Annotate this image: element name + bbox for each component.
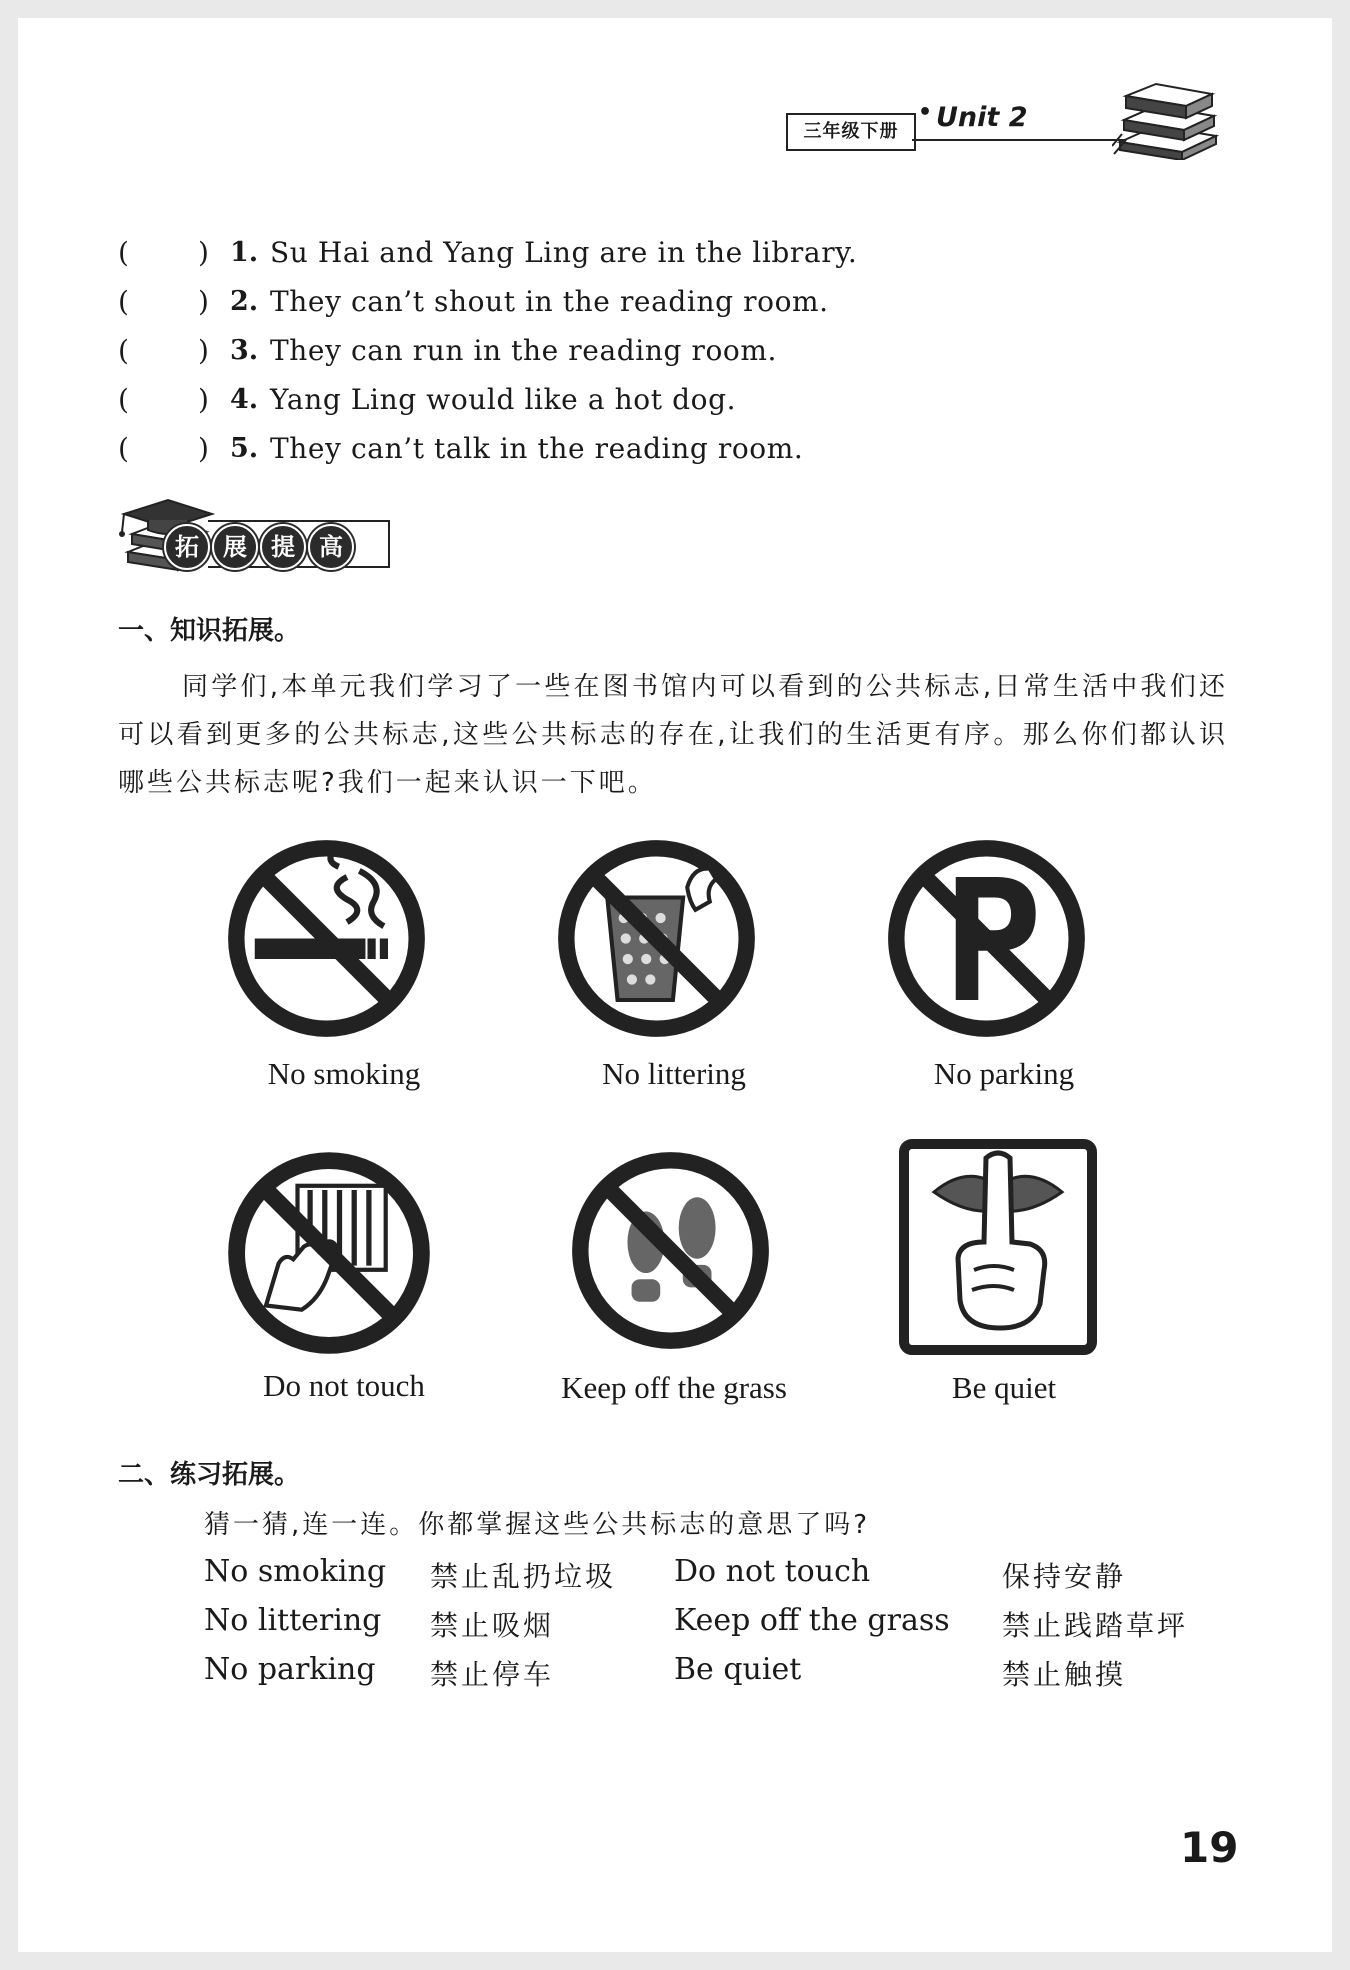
do-not-touch-icon — [224, 1148, 434, 1358]
match-left-en[interactable]: No littering — [204, 1603, 382, 1638]
sign-caption: No smoking — [267, 1056, 421, 1091]
match-right-zh[interactable]: 保持安静 — [1002, 1560, 1127, 1593]
keep-off-grass-icon — [568, 1148, 773, 1353]
sign-caption: Do not touch — [263, 1368, 425, 1403]
be-quiet-icon — [898, 1138, 1098, 1356]
answer-bracket-close: ) — [198, 236, 209, 269]
question-number: 3. — [230, 335, 259, 366]
answer-bracket-close: ) — [198, 432, 209, 465]
no-smoking-icon — [224, 836, 429, 1041]
question-text: They can’t talk in the reading room. — [270, 432, 804, 465]
book-stack-icon — [1112, 80, 1222, 160]
question-number: 1. — [230, 237, 259, 268]
question-text: They can’t shout in the reading room. — [270, 285, 829, 318]
banner-char: 高 — [308, 524, 354, 570]
unit-title: Unit 2 — [936, 102, 1028, 133]
answer-bracket-open[interactable]: ( — [118, 383, 129, 416]
section-1-paragraph: 同学们,本单元我们学习了一些在图书馆内可以看到的公共标志,日常生活中我们还可以看到更多的公共标志,这些公共标志的存在,让我们的生活更有序。那么你们都认识哪些公共标志呢?我们一起来认识一下吧。 — [118, 672, 1228, 798]
question-number: 2. — [230, 286, 259, 317]
answer-bracket-open[interactable]: ( — [118, 334, 129, 367]
match-right-en[interactable]: Keep off the grass — [674, 1603, 950, 1638]
section-1-title: 一、知识拓展。 — [118, 616, 301, 646]
match-left-en[interactable]: No parking — [204, 1652, 376, 1687]
workbook-page — [18, 18, 1332, 1952]
answer-bracket-open[interactable]: ( — [118, 236, 129, 269]
match-left-zh[interactable]: 禁止停车 — [430, 1658, 555, 1691]
answer-bracket-close: ) — [198, 285, 209, 318]
answer-bracket-open[interactable]: ( — [118, 285, 129, 318]
no-littering-icon — [554, 836, 759, 1041]
question-text: Su Hai and Yang Ling are in the library. — [270, 236, 858, 269]
match-right-en[interactable]: Do not touch — [674, 1554, 871, 1589]
match-left-zh[interactable]: 禁止吸烟 — [430, 1609, 555, 1642]
matching-prompt: 猜一猜,连一连。你都掌握这些公共标志的意思了吗? — [204, 1510, 871, 1540]
question-number: 5. — [230, 433, 259, 464]
match-right-zh[interactable]: 禁止践踏草坪 — [1002, 1609, 1189, 1642]
banner-char: 展 — [212, 524, 258, 570]
sign-caption: Keep off the grass — [561, 1370, 787, 1405]
question-number: 4. — [230, 384, 259, 415]
no-parking-icon — [884, 836, 1089, 1041]
match-right-zh[interactable]: 禁止触摸 — [1002, 1658, 1127, 1691]
question-text: Yang Ling would like a hot dog. — [270, 383, 737, 416]
grade-label: 三年级下册 — [786, 113, 916, 151]
answer-bracket-close: ) — [198, 383, 209, 416]
page-number: 19 — [1180, 1823, 1239, 1872]
section-2-title: 二、练习拓展。 — [118, 1460, 301, 1490]
match-right-en[interactable]: Be quiet — [674, 1652, 802, 1687]
header-bullet: • — [918, 100, 933, 125]
sign-caption: Be quiet — [951, 1370, 1057, 1405]
answer-bracket-close: ) — [198, 334, 209, 367]
banner-char: 拓 — [164, 524, 210, 570]
sign-caption: No parking — [933, 1056, 1075, 1091]
answer-bracket-open[interactable]: ( — [118, 432, 129, 465]
banner-char: 提 — [260, 524, 306, 570]
match-left-en[interactable]: No smoking — [204, 1554, 387, 1589]
match-left-zh[interactable]: 禁止乱扔垃圾 — [430, 1560, 617, 1593]
question-text: They can run in the reading room. — [270, 334, 778, 367]
sign-caption: No littering — [602, 1056, 746, 1091]
